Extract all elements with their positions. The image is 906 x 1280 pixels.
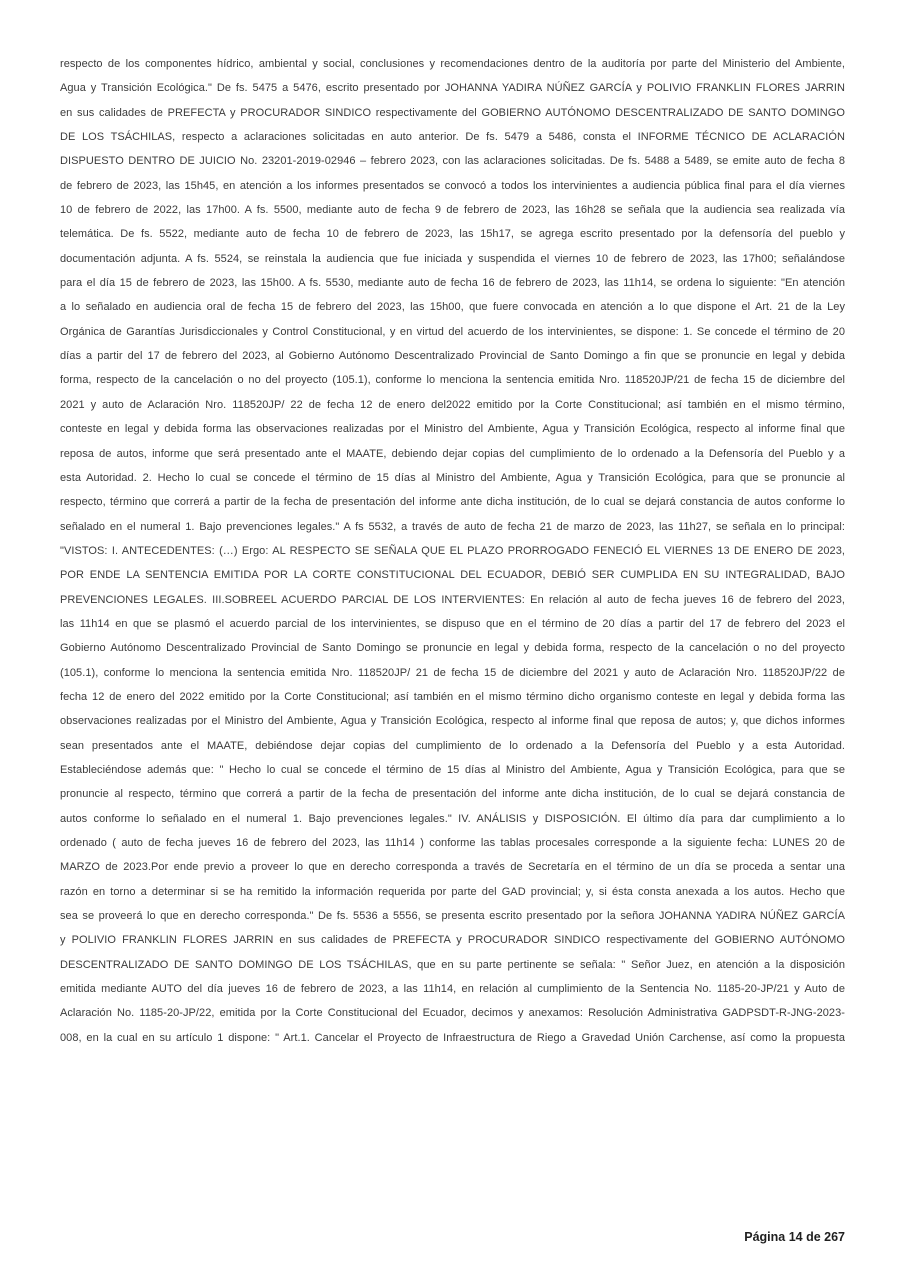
page-number: Página 14 de 267 (744, 1230, 845, 1244)
document-body-text: respecto de los componentes hídrico, ambiental y social, conclusiones y recomendaciones dentro de la auditoría por parte del Ministerio del Ambiente, Agua y Transición Ecológica." De fs. 5475 a 5476, escrito presentado por JOHANNA YADIRA NÚÑEZ GARCÍA y POLIVIO FRANKLIN FLORES JARRIN en sus calidades de PREFECTA y PROCURADOR SINDICO respectivamente del GOBIERNO AUTÓNOMO DESCENTRALIZADO DE SANTO DOMINGO DE LOS TSÁCHILAS, respecto a aclaraciones solicitadas en auto anterior. De fs. 5479 a 5486, consta el INFORME TÉCNICO DE ACLARACIÓN DISPUESTO DENTRO DE JUICIO No. 23201-2019-02946 – febrero 2023, con las aclaraciones solicitadas. De fs. 5488 a 5489, se emite auto de fecha 8 de febrero de 2023, las 15h45, en atención a los informes presentados se convocó a todos los intervinientes a audiencia pública final para el día viernes 10 de febrero de 2022, las 17h00. A fs. 5500, mediante auto de fecha 9 de febrero de 2023, las 16h28 se señala que la audiencia sea realizada vía telemática. De fs. 5522, mediante auto de fecha 10 de febrero de 2023, las 15h17, se agrega escrito presentado por la defensoría del pueblo y documentación adjunta. A fs. 5524, se reinstala la audiencia que fue iniciada y suspendida el viernes 10 de febrero de 2023, las 17h00; señalándose para el día 15 de febrero de 2023, las 15h00. A fs. 5530, mediante auto de fecha 16 de febrero de 2023, las 11h14, se ordena lo siguiente: "En atención a lo señalado en audiencia oral de fecha 15 de febrero del 2023, las 15h00, que fuere convocada en atención a lo que dispone el Art. 21 de la Ley Orgánica de Garantías Jurisdiccionales y Control Constitucional, y en virtud del acuerdo de los intervinientes, se dispone: 1. Se concede el término de 20 días a partir del 17 de febrero del 2023, al Gobierno Autónomo Descentralizado Provincial de Santo Domingo a fin que se pronuncie en legal y debida forma, respecto de la cancelación o no del proyecto (105.1), conforme lo menciona la sentencia emitida Nro. 118520JP/21 de fecha 15 de diciembre del 2021 y auto de Aclaración Nro. 118520JP/ 22 de fecha 12 de enero del2022 emitido por la Corte Constitucional; así también en el mismo término, conteste en legal y debida forma las observaciones realizadas por el Ministro del Ambiente, Agua y Transición Ecológica, respecto al informe final que reposa de autos, informe que será presentado ante el MAATE, debiendo dejar copias del cumplimiento de lo ordenado a la Defensoría del Pueblo y a esta Autoridad. 2. Hecho lo cual se concede el término de 15 días al Ministro del Ambiente, Agua y Transición Ecológica, para que se pronuncie al respecto, término que correrá a partir de la fecha de presentación del informe ante dicha institución, de lo cual se dejará constancia de autos conforme lo señalado en el numeral 1. Bajo prevenciones legales." A fs 5532, a través de auto de fecha 21 de marzo de 2023, las 11h27, se señala en lo principal: "VISTOS: I. ANTECEDENTES: (…) Ergo: AL RESPECTO SE SEÑALA QUE EL PLAZO PRORROGADO FENECIÓ EL VIERNES 13 DE ENERO DE 2023, POR ENDE LA SENTENCIA EMITIDA POR LA CORTE CONSTITUCIONAL DEL ECUADOR, DEBIÓ SER CUMPLIDA EN SU INTEGRALIDAD, BAJO PREVENCIONES LEGALES. III.SOBREEL ACUERDO PARCIAL DE LOS INTERVIENTES: En relación al auto de fecha jueves 16 de febrero del 2023, las 11h14 en que se plasmó el acuerdo parcial de los intervinientes, se dispuso que en el término de 20 días a partir del 17 de febrero del 2023 el Gobierno Autónomo Descentralizado Provincial de Santo Domingo se pronuncie en legal y debida forma, respecto de la cancelación o no del proyecto (105.1), conforme lo menciona la sentencia emitida Nro. 118520JP/ 21 de fecha 15 de diciembre del 2021 y auto de Aclaración Nro. 118520JP/22 de fecha 12 de enero del 2022 emitido por la Corte Constitucional; así también en el mismo término dicho organismo conteste en legal y debida forma las observaciones realizadas por el Ministro del Ambiente, Agua y Transición Ecológica, respecto al informe final que reposa de autos; y, que dichos informes sean presentados ante el MAATE, debiéndose dejar copias del cumplimiento de lo ordenado a la Defensoría del Pueblo y a esta Autoridad. Estableciéndose además que: " Hecho lo cual se concede el término de 15 días al Ministro del Ambiente, Agua y Transición Ecológica, para que se pronuncie al respecto, término que correrá a partir de la fecha de presentación del informe ante dicha institución, de lo cual se dejará constancia de autos conforme lo señalado en el numeral 1. Bajo prevenciones legales." IV. ANÁLISIS y DISPOSICIÓN. El último día para dar cumplimiento a lo ordenado ( auto de fecha jueves 16 de febrero del 2023, las 11h14 ) conforme las tablas procesales corresponde a la siguiente fecha: LUNES 20 de MARZO de 2023.Por ende previo a proveer lo que en derecho corresponda a través de Secretaría en el término de un día se proceda a sentar una razón en torno a determinar si se ha remitido la información requerida por parte del GAD provincial; y, si ésta consta anexada a los autos. Hecho que sea se proveerá lo que en derecho corresponda." De fs. 5536 a 5556, se presenta escrito presentado por la señora JOHANNA YADIRA NÚÑEZ GARCÍA y POLIVIO FRANKLIN FLORES JARRIN en sus calidades de PREFECTA y PROCURADOR SINDICO respectivamente del GOBIERNO AUTÓNOMO DESCENTRALIZADO DE SANTO DOMINGO DE LOS TSÁCHILAS, que en su parte pertinente se señala: " Señor Juez, en atención a la disposición emitida mediante AUTO del día jueves 16 de febrero de 2023, a las 11h14, en relación al cumplimiento de la Sentencia No. 1185-20-JP/21 y Auto de Aclaración No. 1185-20-JP/22, emitida por la Corte Constitucional del Ecuador, decimos y anexamos: Resolución Administrativa GADPSDT-R-JNG-2023-008, en la cual en su artículo 1 dispone: " Art.1. Cancelar el Proyecto de Infraestructura de Riego a Gravedad Unión Carchense, así como la propuesta (60, 58, 845, 1044)
